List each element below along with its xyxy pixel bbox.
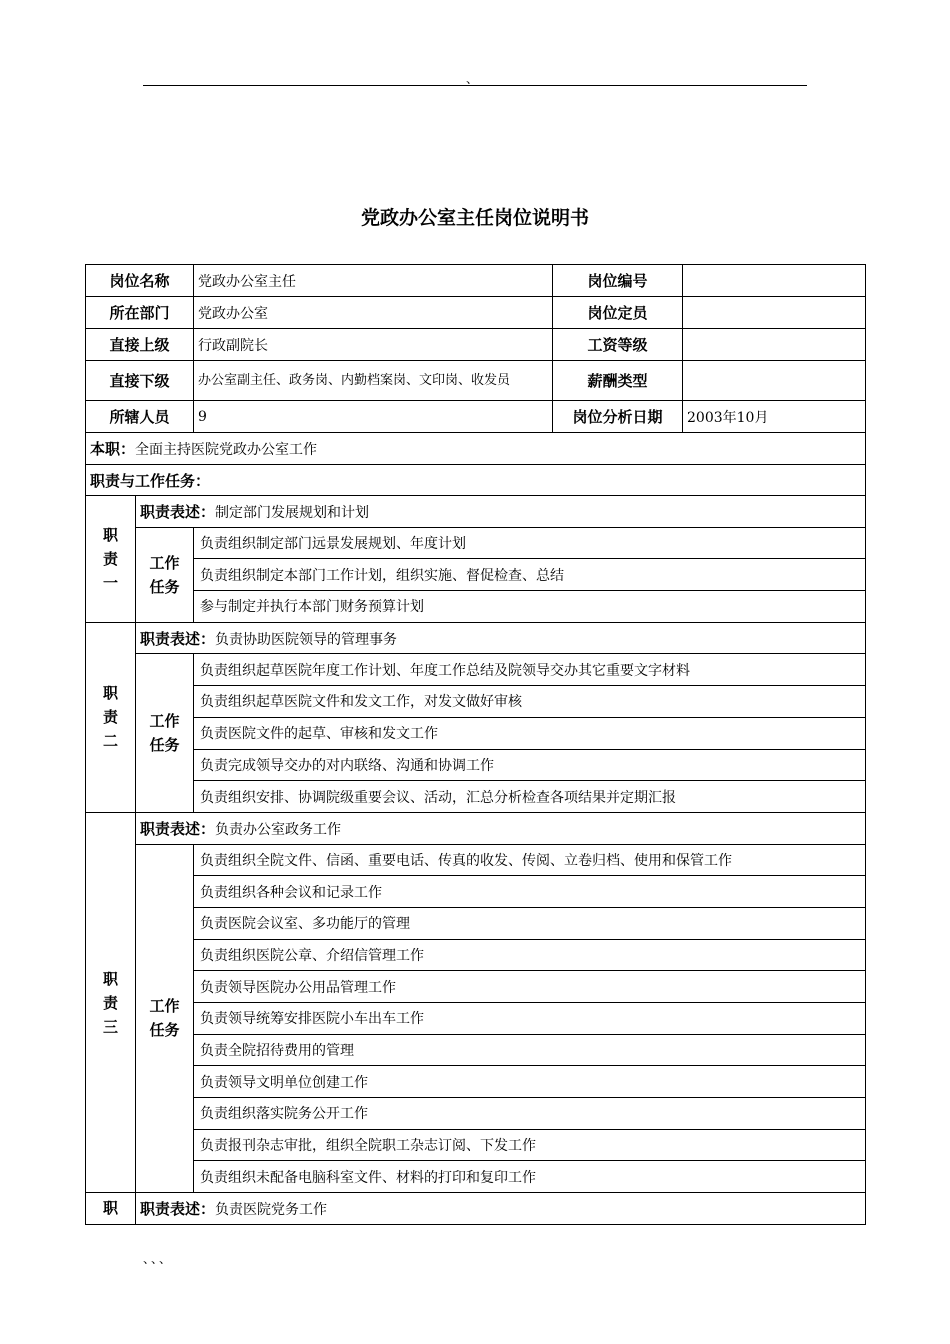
task-row — [86, 781, 866, 813]
task-item: 负责组织安排、协调院级重要会议、活动，汇总分析检查各项结果并定期汇报 — [194, 781, 866, 813]
duty-desc-label: 职责表述： — [140, 502, 216, 521]
task-row — [86, 654, 866, 686]
task-row — [86, 1066, 866, 1098]
duty-desc-row — [86, 812, 866, 844]
duty-label — [86, 496, 136, 623]
work-label-line2: 任务 — [149, 736, 180, 755]
work-task-label — [136, 527, 194, 622]
task-item: 负责组织起草医院年度工作计划、年度工作总结及院领导交办其它重要文字材料 — [194, 654, 866, 686]
subordinate-label: 直接下级 — [86, 361, 194, 401]
duty-desc-label: 职责表述： — [140, 819, 216, 838]
duty-label-char: 责 — [102, 549, 118, 568]
subordinate-value: 办公室副主任、政务岗、内勤档案岗、文印岗、收发员 — [194, 361, 553, 401]
task-item: 负责组织各种会议和记录工作 — [194, 876, 866, 908]
info-row-superior — [86, 329, 866, 361]
code-label: 岗位编号 — [553, 265, 683, 297]
work-label-line2: 任务 — [149, 1021, 180, 1040]
quota-value — [683, 297, 866, 329]
date-value: 2003年10月 — [683, 401, 866, 433]
work-task-label — [136, 654, 194, 812]
staff-label: 所辖人员 — [86, 401, 194, 433]
grade-value — [683, 329, 866, 361]
duty-label-char: 责 — [102, 993, 118, 1012]
task-item: 负责全院招待费用的管理 — [194, 1034, 866, 1066]
task-row — [86, 717, 866, 749]
task-item: 负责组织落实院务公开工作 — [194, 1098, 866, 1130]
tasks-heading: 职责与工作任务： — [86, 465, 866, 496]
info-row-staff — [86, 401, 866, 433]
header-mark: 、 — [466, 72, 479, 86]
duty-desc-row — [86, 496, 866, 528]
task-row — [86, 971, 866, 1003]
quota-label: 岗位定员 — [553, 297, 683, 329]
task-item: 负责组织制定本部门工作计划，组织实施、督促检查、总结 — [194, 559, 866, 591]
task-row — [86, 907, 866, 939]
duty-label-char: 职 — [102, 684, 118, 703]
task-row — [86, 686, 866, 718]
duty-label — [86, 1193, 136, 1225]
duty-desc-text: 负责医院党务工作 — [215, 1201, 328, 1218]
task-item: 负责组织起草医院文件和发文工作，对发文做好审核 — [194, 686, 866, 718]
work-label-line1: 工作 — [149, 997, 180, 1016]
duty-label-char: 一 — [102, 573, 118, 592]
name-label: 岗位名称 — [86, 265, 194, 297]
task-item: 负责组织未配备电脑科室文件、材料的打印和复印工作 — [194, 1161, 866, 1193]
duty-label — [86, 812, 136, 1192]
document-title: 党政办公室主任岗位说明书 — [360, 207, 589, 229]
work-label-line2: 任务 — [149, 577, 180, 596]
superior-value: 行政副院长 — [194, 329, 553, 361]
task-row — [86, 749, 866, 781]
task-row — [86, 844, 866, 876]
duty-desc-text: 负责协助医院领导的管理事务 — [215, 631, 398, 648]
duty-label-char: 三 — [102, 1017, 118, 1036]
dept-label: 所在部门 — [86, 297, 194, 329]
task-item: 负责领导统筹安排医院小车出车工作 — [194, 1003, 866, 1035]
task-item: 负责医院会议室、多功能厅的管理 — [194, 907, 866, 939]
code-value — [683, 265, 866, 297]
task-row — [86, 876, 866, 908]
staff-value: 9 — [194, 401, 553, 433]
duty-desc-row — [86, 622, 866, 654]
task-item: 负责领导医院办公用品管理工作 — [194, 971, 866, 1003]
task-item: 负责组织制定部门远景发展规划、年度计划 — [194, 527, 866, 559]
dept-value: 党政办公室 — [194, 297, 553, 329]
header-rule — [143, 85, 807, 86]
pay-value — [683, 361, 866, 401]
task-item: 负责完成领导交办的对内联络、沟通和协调工作 — [194, 749, 866, 781]
task-row — [86, 559, 866, 591]
main-duty-text: 全面主持医院党政办公室工作 — [135, 442, 318, 458]
task-item: 参与制定并执行本部门财务预算计划 — [194, 591, 866, 623]
info-row-dept — [86, 297, 866, 329]
duty-desc-text: 负责办公室政务工作 — [215, 821, 342, 838]
date-label: 岗位分析日期 — [553, 401, 683, 433]
duty-desc-label: 职责表述： — [140, 1199, 216, 1218]
duty-label-char: 责 — [102, 708, 118, 727]
tasks-heading-row — [86, 465, 866, 496]
task-item: 负责组织全院文件、信函、重要电话、传真的收发、传阅、立卷归档、使用和保管工作 — [194, 844, 866, 876]
task-row — [86, 1129, 866, 1161]
task-row — [86, 1161, 866, 1193]
task-row — [86, 1098, 866, 1130]
work-label-line1: 工作 — [149, 553, 180, 572]
work-task-label — [136, 844, 194, 1193]
footer-mark: 、、、 — [143, 1252, 174, 1266]
task-item: 负责报刊杂志审批，组织全院职工杂志订阅、下发工作 — [194, 1129, 866, 1161]
task-row — [86, 1003, 866, 1035]
work-label-line1: 工作 — [149, 712, 180, 731]
duty-label-char: 职 — [102, 525, 118, 544]
duty-desc-text: 制定部门发展规划和计划 — [215, 504, 370, 521]
duty-label — [86, 622, 136, 812]
task-row — [86, 591, 866, 623]
main-duty-label: 本职： — [90, 440, 136, 458]
grade-label: 工资等级 — [553, 329, 683, 361]
task-item: 负责领导文明单位创建工作 — [194, 1066, 866, 1098]
info-row-name — [86, 265, 866, 297]
job-description-table — [85, 264, 866, 1225]
info-row-subordinate — [86, 361, 866, 401]
task-item: 负责医院文件的起草、审核和发文工作 — [194, 717, 866, 749]
duty-desc-label: 职责表述： — [140, 629, 216, 648]
task-item: 负责组织医院公章、介绍信管理工作 — [194, 939, 866, 971]
task-row — [86, 1034, 866, 1066]
task-row — [86, 527, 866, 559]
duty-label-char: 职 — [102, 1199, 118, 1218]
duty-desc-row — [86, 1193, 866, 1225]
pay-label: 薪酬类型 — [553, 361, 683, 401]
task-row — [86, 939, 866, 971]
duty-label-char: 职 — [102, 969, 118, 988]
superior-label: 直接上级 — [86, 329, 194, 361]
name-value: 党政办公室主任 — [194, 265, 553, 297]
main-duty-row — [86, 433, 866, 465]
duty-label-char: 二 — [102, 732, 118, 751]
